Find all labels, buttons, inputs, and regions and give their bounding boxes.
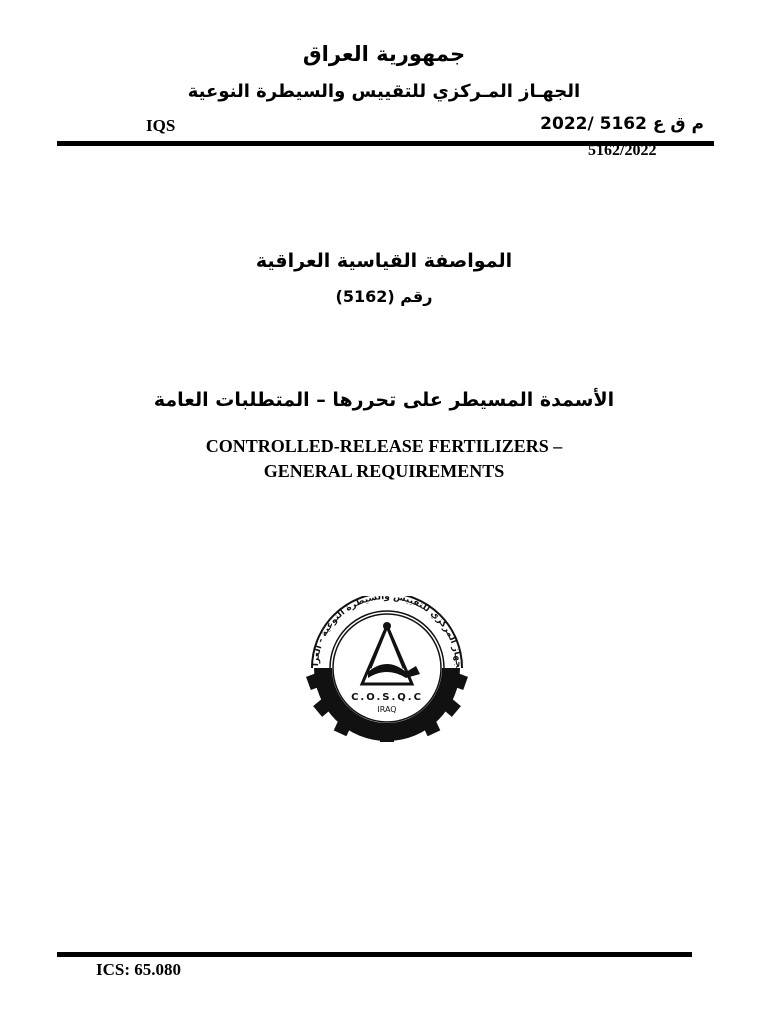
subject-title-ar: الأسمدة المسيطر على تحررها – المتطلبات العامة: [153, 389, 615, 411]
iqs-label: IQS: [146, 116, 176, 135]
cosqc-logo: [304, 596, 470, 742]
logo-abbrev: C.O.S.Q.C: [351, 692, 423, 703]
logo-country: IRAQ: [377, 705, 397, 714]
svg-text:الجهاز المركزي للتقييس والسيطر: جهاز المركزي للتقييس والسيطرة النوعية - العرا: [311, 596, 464, 668]
standard-name-ar: المواصفة القياسية العراقية: [255, 250, 513, 272]
country-title: جمهورية العراق: [302, 42, 466, 66]
standard-number-ar: م ق ع 5162 /2022: [540, 114, 704, 134]
organization-name: الجهـاز المـركزي للتقييس والسيطرة النوعية: [187, 81, 581, 102]
standard-number-title: رقم (5162): [335, 287, 433, 306]
subject-title-en-line2: GENERAL REQUIREMENTS: [263, 461, 505, 481]
standard-number-en: 5162/2022: [588, 142, 657, 159]
subject-title-en-line1: CONTROLLED-RELEASE FERTILIZERS –: [205, 436, 563, 456]
cosqc-emblem-icon: [304, 596, 470, 742]
footer-rule: [57, 952, 692, 957]
ics-code: ICS: 65.080: [96, 960, 182, 979]
